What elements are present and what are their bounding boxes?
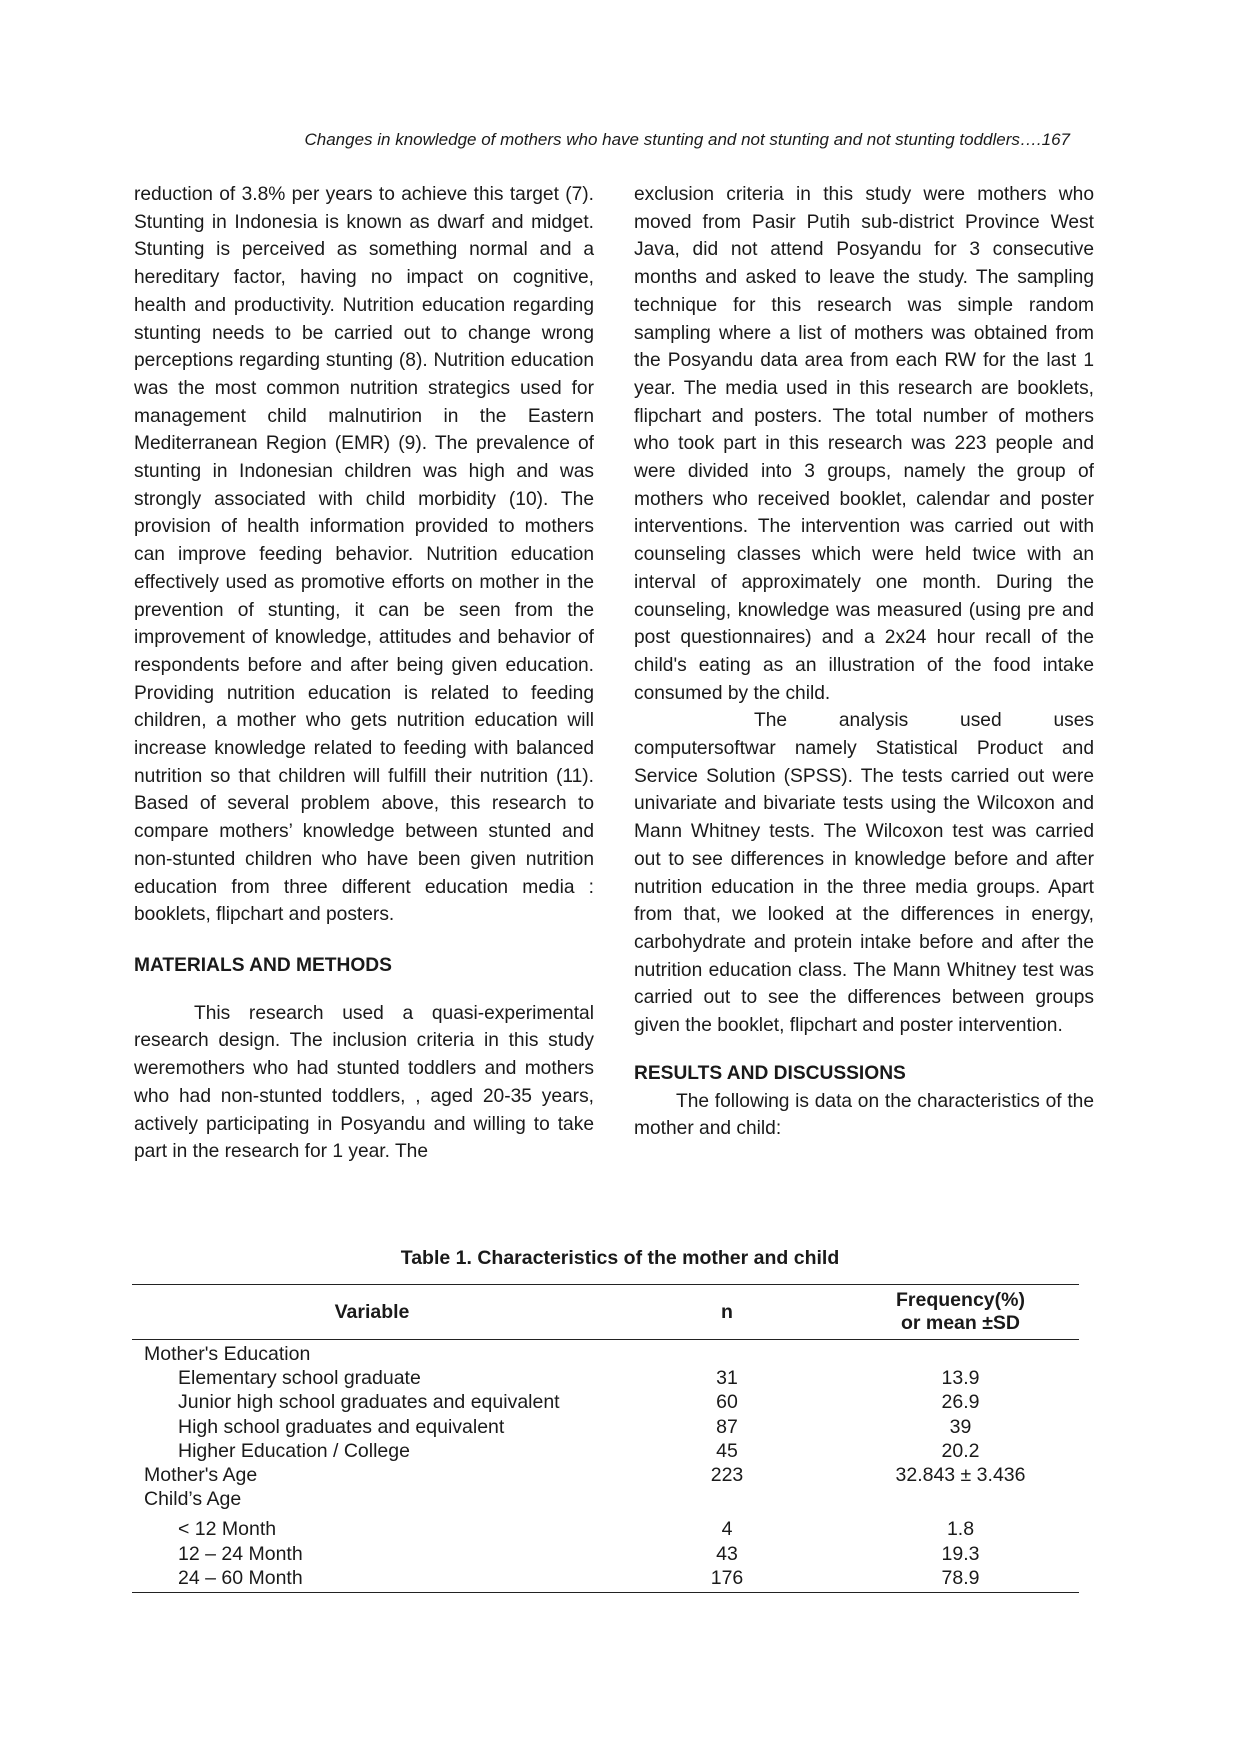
- row-n: 87: [716, 1415, 738, 1438]
- row-label: < 12 Month: [178, 1518, 277, 1541]
- table-row: [132, 1342, 1079, 1366]
- header-frequency-line2: or mean ±SD: [900, 1312, 1021, 1334]
- table-row: [132, 1542, 1079, 1566]
- table-caption: Table 1. Characteristics of the mother and child: [400, 1247, 840, 1269]
- running-header: [0, 130, 1070, 150]
- row-label: Elementary school graduate: [178, 1367, 421, 1390]
- table-row: [132, 1390, 1079, 1414]
- right-column: [634, 181, 1094, 1143]
- row-label: Junior high school graduates and equivalent: [178, 1391, 560, 1414]
- table-row: [132, 1415, 1079, 1439]
- section-heading-methods: MATERIALS AND METHODS: [134, 954, 392, 976]
- row-label: Mother's Age: [144, 1463, 258, 1486]
- row-label: Mother's Education: [144, 1343, 311, 1365]
- left-column: [134, 181, 594, 1166]
- row-n: [612, 1342, 842, 1366]
- table-header-row: [132, 1285, 1079, 1339]
- header-frequency: [842, 1289, 1079, 1335]
- row-label: Higher Education / College: [178, 1439, 410, 1462]
- header-variable: Variable: [334, 1300, 410, 1323]
- row-n: 4: [721, 1518, 733, 1541]
- row-value: 26.9: [941, 1391, 980, 1414]
- row-n: 223: [710, 1463, 744, 1486]
- table-body: [132, 1340, 1079, 1592]
- row-n: 60: [716, 1391, 738, 1414]
- row-value: [842, 1487, 1079, 1511]
- header-n: n: [721, 1300, 733, 1323]
- table-row: [132, 1487, 1079, 1511]
- section-heading-results: RESULTS AND DISCUSSIONS: [634, 1062, 906, 1084]
- row-value: 1.8: [946, 1518, 975, 1541]
- left-paragraph-2: This research used a quasi-experimental research design. The inclusion criteria in this study weremothers who had stunted toddlers and mothers who had non-stunted toddlers, , aged 20-35 years, actively participating in Posyandu and willing to take part in the research for 1 year. The: [134, 1002, 594, 1163]
- row-value: 19.3: [941, 1542, 980, 1565]
- running-title: Changes in knowledge of mothers who have stunting and not stunting and not stunting toddlers….: [304, 130, 1042, 149]
- right-paragraph-3: The following is data on the characteristics of the mother and child:: [634, 1090, 1094, 1140]
- row-n: 43: [716, 1542, 738, 1565]
- right-paragraph-1: exclusion criteria in this study were mothers who moved from Pasir Putih sub-district Province West Java, did not attend Posyandu for 3 consecutive months and asked to leave the study. The sampling technique for this research was simple random sampling where a list of mothers was obtained from the Posyandu data area from each RW for the last 1 year. The media used in this research are booklets, flipchart and posters. The total number of mothers who took part in this research was 223 people and were divided into 3 groups, namely the group of mothers who received booklet, calendar and poster interventions. The intervention was carried out with counseling classes which were held twice with an interval of approximately one month. During the counseling, knowledge was measured (using pre and post questionnaires) and a 2x24 hour recall of the child's eating as an illustration of the food intake consumed by the child.: [634, 184, 1094, 704]
- left-paragraph-1: reduction of 3.8% per years to achieve this target (7). Stunting in Indonesia is known as dwarf and midget. Stunting is perceived as something normal and a hereditary factor, having no impact on cognitive, health and productivity. Nutrition education regarding stunting needs to be carried out to change wrong perceptions regarding stunting (8). Nutrition education was the most common nutrition strategics used for management child malnutirion in the Eastern Mediterranean Region (EMR) (9). The prevalence of stunting in Indonesian children was high and was strongly associated with child morbidity (10). The provision of health information provided to mothers can improve feeding behavior. Nutrition education effectively used as promotive efforts on mother in the prevention of stunting, it can be seen from the improvement of knowledge, attitudes and behavior of respondents before and after being given education. Providing nutrition education is related to feeding children, a mother who gets nutrition education will increase knowledge related to feeding with balanced nutrition so that children will fulfill their nutrition (11). Based of several problem above, this research to compare mothers’ knowledge between stunted and non-stunted children who have been given nutrition education from three different education media : booklets, flipchart and posters.: [134, 184, 594, 926]
- page-number: 167: [1041, 130, 1070, 149]
- table-bottom-rule: [132, 1592, 1079, 1593]
- table-row: [132, 1566, 1079, 1590]
- row-value: 78.9: [941, 1566, 980, 1589]
- row-n: 31: [716, 1367, 738, 1390]
- row-value: 39: [949, 1415, 972, 1438]
- table-row: [132, 1439, 1079, 1463]
- right-paragraph-2: The analysis used uses computersoftwar namely Statistical Product and Service Solution (SPSS). The tests carried out were univariate and bivariate tests using the Wilcoxon and Mann Whitney tests. The Wilcoxon test was carried out to see differences in knowledge before and after nutrition education in the three media groups. Apart from that, we looked at the differences in energy, carbohydrate and protein intake before and after the nutrition education class. The Mann Whitney test was carried out to see the differences between groups given the booklet, flipchart and poster intervention.: [634, 710, 1094, 1037]
- row-n: 45: [716, 1439, 738, 1462]
- row-label: 12 – 24 Month: [178, 1542, 303, 1565]
- row-label: Child’s Age: [144, 1488, 242, 1511]
- row-label: High school graduates and equivalent: [178, 1415, 505, 1438]
- characteristics-table: [132, 1284, 1079, 1593]
- row-n: [612, 1487, 842, 1511]
- table-row: [132, 1463, 1079, 1487]
- header-frequency-line1: Frequency(%): [896, 1289, 1025, 1311]
- row-value: 32.843 ± 3.436: [895, 1463, 1026, 1486]
- row-value: 20.2: [941, 1439, 980, 1462]
- row-value: 13.9: [941, 1367, 980, 1390]
- row-value: [842, 1342, 1079, 1366]
- table-row: [132, 1517, 1079, 1541]
- row-label: 24 – 60 Month: [178, 1566, 303, 1589]
- row-n: 176: [710, 1566, 744, 1589]
- table-row: [132, 1366, 1079, 1390]
